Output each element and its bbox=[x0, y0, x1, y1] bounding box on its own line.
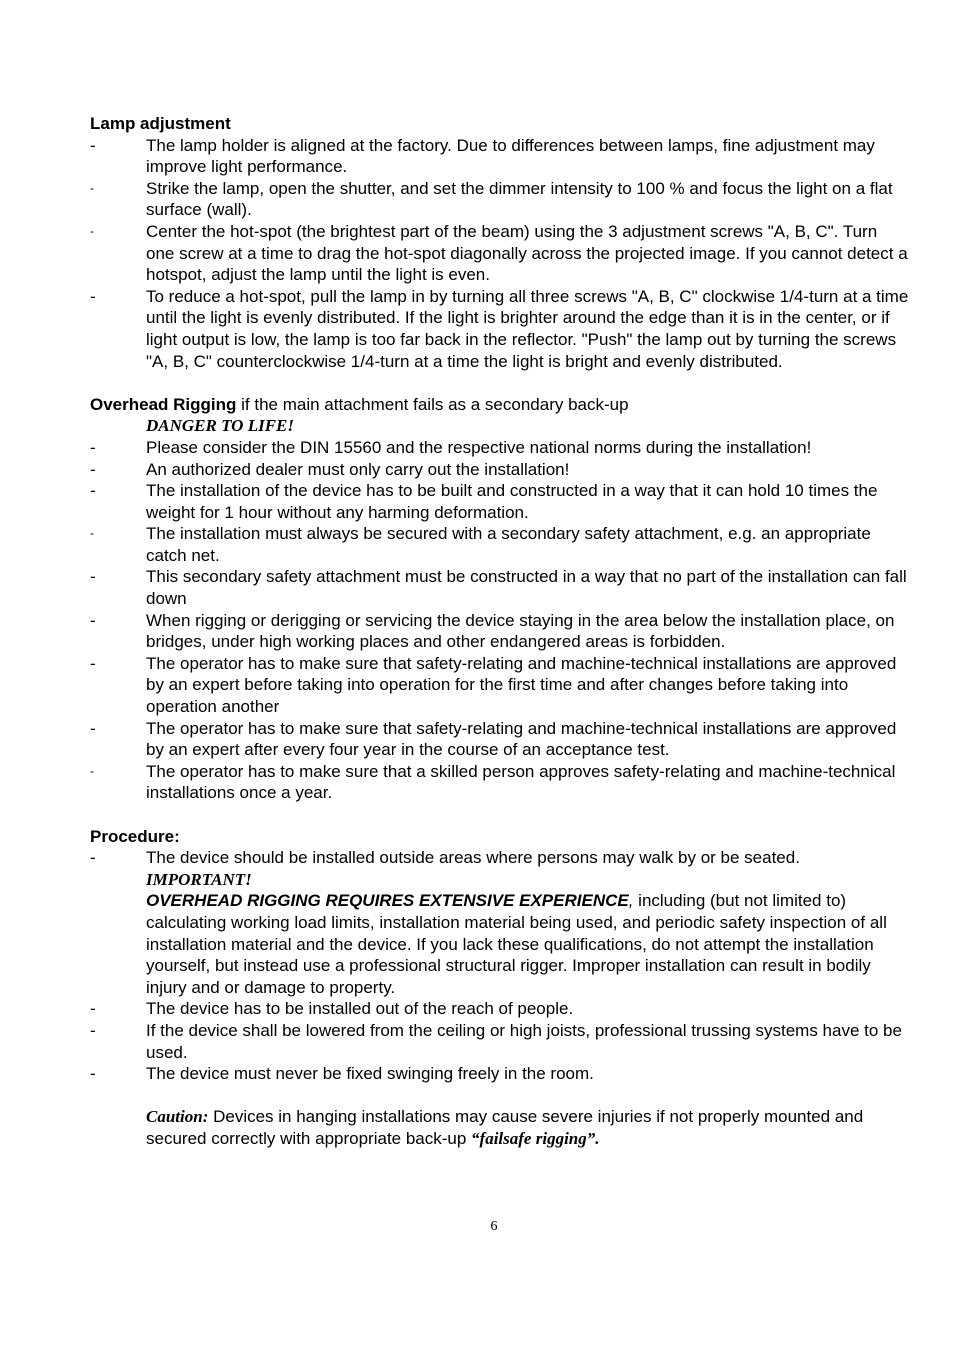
bullet-dash: - bbox=[90, 526, 94, 541]
lamp-adjustment-heading: Lamp adjustment bbox=[90, 114, 231, 133]
list-item-text: The device has to be installed out of the reach of people. bbox=[146, 999, 574, 1019]
list-item-text: Please consider the DIN 15560 and the respective national norms during the installation! bbox=[146, 437, 812, 457]
list-item bbox=[90, 459, 910, 481]
overhead-rigging-title: Overhead Rigging bbox=[90, 394, 237, 414]
bullet-dash: - bbox=[90, 763, 94, 778]
list-item-text: To reduce a hot-spot, pull the lamp in by turning all three screws "A, B, C" clockwise 1/4-turn at a time until the light is evenly distributed. If the light is brighter around the edge than it is in the center, or if light output is low, the lamp is too far back in the reflector. "Push" the lamp out by turning the screws "A, B, C" counterclockwise 1/4-turn at a time the light is bright and evenly distributed. bbox=[146, 286, 909, 371]
caution-paragraph bbox=[90, 1106, 910, 1149]
bullet-dash: - bbox=[90, 848, 96, 868]
bullet-dash: - bbox=[90, 1020, 96, 1040]
bullet-dash: - bbox=[90, 1064, 96, 1084]
list-item-text: The device must never be fixed swinging freely in the room. bbox=[146, 1064, 594, 1084]
list-item-text: If the device shall be lowered from the ceiling or high joists, professional trussing systems have to be used. bbox=[146, 1020, 902, 1062]
list-item-text: The installation must always be secured with a secondary safety attachment, e.g. an appropriate catch net. bbox=[146, 524, 871, 565]
important-label: IMPORTANT! bbox=[146, 869, 252, 889]
bullet-dash: - bbox=[90, 567, 96, 587]
overhead-rigging-subtitle: if the main attachment fails as a secondary back-up bbox=[236, 394, 629, 414]
list-item-text: The operator has to make sure that a skilled person approves safety-relating and machine-technical installations once a year. bbox=[146, 761, 896, 803]
important-body-text: including (but not limited to) calculating working load limits, installation material being used, and periodic safety inspection of all installation material and the device. If you lack these qualifications, do not attempt the installation yourself, but instead use a professional structural rigger. Improper installation can result in bodily injury and or damage to property. bbox=[146, 891, 887, 997]
list-item bbox=[90, 1020, 910, 1063]
bullet-dash: - bbox=[90, 459, 96, 479]
list-item bbox=[90, 135, 910, 178]
list-item-text: Center the hot-spot (the brightest part of the beam) using the 3 adjustment screws "A, B, C". Turn one screw at a time to drag the hot-spot diagonally across the projected image. If you cannot detect a hotspot, adjust the lamp until the light is even. bbox=[146, 221, 908, 285]
caution-text: Devices in hanging installations may cause severe injuries if not properly mounted and secured correctly with appropriate back-up bbox=[146, 1107, 864, 1148]
list-item bbox=[90, 178, 910, 221]
important-bold-text: OVERHEAD RIGGING REQUIRES EXTENSIVE EXPERIENCE bbox=[146, 891, 629, 911]
list-item bbox=[90, 847, 910, 869]
document-page bbox=[90, 113, 910, 1150]
bullet-dash: - bbox=[90, 481, 96, 501]
bullet-dash: - bbox=[90, 610, 96, 630]
list-item-text: The operator has to make sure that safety-relating and machine-technical installations are approved by an expert before taking into operation for the first time and after changes before taking into operation another bbox=[146, 653, 897, 717]
list-item-text: Strike the lamp, open the shutter, and set the dimmer intensity to 100 % and focus the light on a flat surface (wall). bbox=[146, 178, 893, 220]
danger-warning: DANGER TO LIFE! bbox=[146, 416, 294, 436]
list-item bbox=[90, 653, 910, 718]
list-item bbox=[90, 998, 910, 1020]
bullet-dash: - bbox=[90, 999, 96, 1019]
list-item-text: The lamp holder is aligned at the factory. Due to differences between lamps, fine adjustment may improve light performance. bbox=[146, 135, 875, 177]
caution-label: Caution: bbox=[146, 1107, 209, 1127]
list-item bbox=[90, 761, 910, 804]
list-item bbox=[90, 523, 910, 566]
bullet-dash: - bbox=[90, 180, 94, 195]
list-item-text: This secondary safety attachment must be constructed in a way that no part of the installation can fall down bbox=[146, 567, 907, 609]
bullet-dash: - bbox=[90, 135, 96, 155]
list-item bbox=[90, 286, 910, 372]
procedure-heading: Procedure: bbox=[90, 826, 180, 846]
list-item bbox=[90, 718, 910, 761]
bullet-dash: - bbox=[90, 653, 96, 673]
important-comma: , bbox=[628, 891, 634, 911]
list-item bbox=[90, 480, 910, 523]
overhead-rigging-heading bbox=[90, 394, 910, 416]
list-item bbox=[90, 437, 910, 459]
list-item-text: The operator has to make sure that safety-relating and machine-technical installations are approved by an expert after every four year in the course of an acceptance test. bbox=[146, 718, 897, 760]
important-paragraph bbox=[90, 890, 910, 998]
list-item-text: The device should be installed outside areas where persons may walk by or be seated. bbox=[146, 848, 800, 868]
bullet-dash: - bbox=[90, 437, 96, 457]
list-item bbox=[90, 566, 910, 609]
bullet-dash: - bbox=[90, 718, 96, 738]
list-item bbox=[90, 221, 910, 286]
list-item-text: When rigging or derigging or servicing the device staying in the area below the installation place, on bridges, under high working places and other endangered areas is forbidden. bbox=[146, 610, 895, 652]
failsafe-rigging-text: “failsafe rigging”. bbox=[471, 1128, 600, 1148]
list-item-text: An authorized dealer must only carry out the installation! bbox=[146, 459, 570, 479]
bullet-dash: - bbox=[90, 223, 94, 238]
list-item bbox=[90, 610, 910, 653]
bullet-dash: - bbox=[90, 286, 96, 306]
list-item-text: The installation of the device has to be built and constructed in a way that it can hold 10 times the weight for 1 hour without any harming deformation. bbox=[146, 481, 878, 522]
page-number: 6 bbox=[490, 1219, 498, 1234]
list-item bbox=[90, 1063, 910, 1085]
